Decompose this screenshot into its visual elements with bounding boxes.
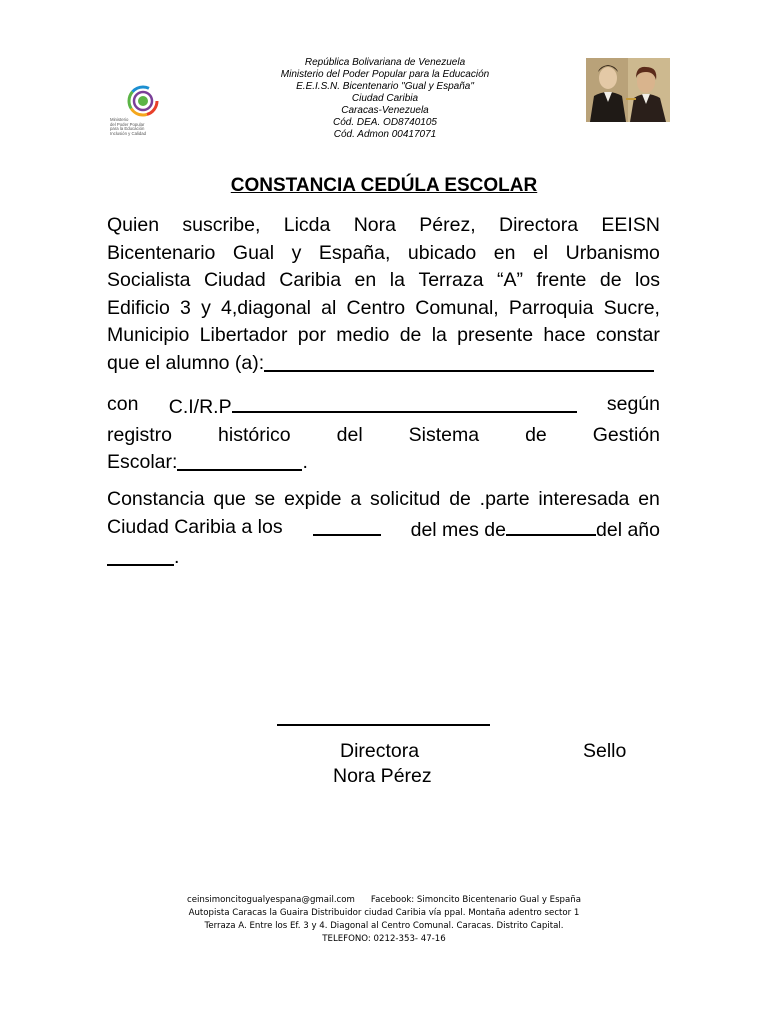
date-prefix: Ciudad Caribia a los xyxy=(107,515,283,538)
seal-label: Sello xyxy=(583,740,627,762)
word: se xyxy=(254,488,276,510)
segun-word: según xyxy=(606,393,660,415)
word: constar xyxy=(595,324,660,346)
ministry-logo-icon xyxy=(124,84,162,118)
word: España, xyxy=(318,241,391,264)
word: Gestión xyxy=(592,423,660,446)
logo-text-line: Ministerio xyxy=(110,117,129,122)
word: Parroquia xyxy=(508,296,594,319)
heroes-portrait-image xyxy=(586,58,670,122)
word: expide xyxy=(284,488,342,510)
word: del xyxy=(336,423,363,446)
logo-text-line: del Poder Popular xyxy=(110,121,145,127)
logo-text-line: para la Educación xyxy=(110,126,145,132)
word: Socialista xyxy=(107,269,191,291)
signature-line xyxy=(277,724,490,726)
word: Nora xyxy=(353,214,396,236)
period: . xyxy=(302,451,308,473)
letterhead-line: Cód. DEA. OD8740105 xyxy=(333,117,437,128)
word: Quien xyxy=(107,214,160,236)
letterhead-line: Ministerio del Poder Popular para la Educación xyxy=(280,69,490,80)
letterhead-line: Cód. Admon 00417071 xyxy=(333,129,437,140)
word: registro xyxy=(107,423,173,446)
word: Bicentenario xyxy=(107,241,216,264)
word: suscribe, xyxy=(182,214,261,236)
word: 3 xyxy=(180,296,191,319)
footer-address-2: Terraza A. Entre los Ef. 3 y 4. Diagonal al Centro Comunal. Caracas. Distrito Capital. xyxy=(204,921,564,931)
word: hace xyxy=(543,324,586,346)
text-line xyxy=(107,240,660,268)
word: Sistema xyxy=(408,423,480,446)
escolar-label: Escolar: xyxy=(107,451,178,473)
student-label: que el alumno (a): xyxy=(107,351,265,374)
paragraph-id xyxy=(107,391,660,477)
month-label: del mes de xyxy=(410,518,506,541)
word: 4,diagonal xyxy=(221,296,311,319)
word: que xyxy=(213,488,246,510)
text-line xyxy=(107,514,660,545)
year-label: del año xyxy=(596,518,660,541)
word: Libertador xyxy=(199,324,288,346)
footer xyxy=(0,894,768,946)
text-line xyxy=(107,449,660,477)
text-line xyxy=(107,322,660,350)
word: frente xyxy=(536,269,587,291)
word: Licda xyxy=(283,214,331,236)
text-line xyxy=(107,267,660,295)
word: de xyxy=(525,423,547,446)
word: “A” xyxy=(496,269,523,291)
paragraph-intro xyxy=(107,212,660,377)
paragraph-issued xyxy=(107,486,660,572)
word: el xyxy=(532,241,549,264)
word: de xyxy=(399,324,422,346)
word: Terraza xyxy=(418,269,484,291)
word: en xyxy=(354,269,377,291)
word: y xyxy=(201,296,211,319)
word: la xyxy=(431,324,447,346)
signer-name: Nora Pérez xyxy=(333,765,432,787)
text-line xyxy=(107,295,660,323)
con-word: con xyxy=(107,393,139,415)
footer-phone: TELEFONO: 0212-353- 47-16 xyxy=(322,934,446,944)
cirp-label: C.I/R.P xyxy=(168,396,232,418)
word: medio xyxy=(336,324,390,346)
letterhead-line: E.E.I.S.N. Bicentenario "Gual y España" xyxy=(296,81,474,92)
word: de xyxy=(449,488,471,510)
text-line xyxy=(107,544,660,572)
word: y xyxy=(291,241,302,264)
word: presente xyxy=(457,324,534,346)
word: Edificio xyxy=(107,296,170,319)
word: Gual xyxy=(232,241,275,264)
word: por xyxy=(297,324,326,346)
year-blank[interactable] xyxy=(107,544,174,566)
word: en xyxy=(493,241,516,264)
footer-facebook[interactable]: Facebook: Simoncito Bicentenario Gual y España xyxy=(370,895,581,905)
period: . xyxy=(174,546,180,568)
letterhead-line: Ciudad Caribia xyxy=(351,93,419,104)
footer-email[interactable]: ceinsimoncitogualyespana@gmail.com xyxy=(187,895,355,905)
letterhead-line: Caracas-Venezuela xyxy=(341,105,429,116)
word: en xyxy=(638,488,660,510)
month-blank[interactable] xyxy=(506,514,596,536)
document-title: CONSTANCIA CEDÚLA ESCOLAR xyxy=(230,175,538,196)
word: Centro xyxy=(346,296,406,319)
month-group xyxy=(411,514,660,545)
text-line xyxy=(107,486,660,514)
word: Constancia xyxy=(107,488,205,510)
day-blank[interactable] xyxy=(313,514,381,536)
word: histórico xyxy=(218,423,291,446)
text-line xyxy=(107,212,660,240)
word: .parte xyxy=(479,488,530,510)
word: EEISN xyxy=(601,214,660,236)
word: de xyxy=(599,269,622,291)
text-line xyxy=(107,422,660,450)
student-name-blank[interactable] xyxy=(264,350,654,372)
cirp-group xyxy=(169,391,577,422)
word: ubicado xyxy=(407,241,477,264)
word: Comunal, xyxy=(415,296,499,319)
word: interesada xyxy=(538,488,630,510)
word: la xyxy=(389,269,405,291)
word: Caribia xyxy=(279,269,342,291)
letterhead-line: República Bolivariana de Venezuela xyxy=(304,57,466,68)
word: a xyxy=(350,488,362,510)
footer-contact-line xyxy=(0,894,768,907)
escolar-blank[interactable] xyxy=(177,449,302,471)
letterhead xyxy=(220,57,550,141)
word: Ciudad xyxy=(203,269,266,291)
word: Municipio xyxy=(107,324,190,346)
word: Pérez, xyxy=(419,214,476,236)
word: al xyxy=(321,296,337,319)
word: los xyxy=(635,269,660,291)
word: Urbanismo xyxy=(565,241,660,264)
signer-role: Directora xyxy=(340,740,420,762)
logo-text-line: Inclusión y Calidad xyxy=(110,130,147,136)
word: Directora xyxy=(498,214,579,236)
word: Sucre, xyxy=(603,296,660,319)
word: solicitud xyxy=(369,488,441,510)
cirp-blank[interactable] xyxy=(232,391,577,413)
footer-address-1: Autopista Caracas la Guaira Distribuidor ciudad Caribia vía ppal. Montaña adentro sector 1 xyxy=(188,908,580,918)
text-line xyxy=(107,391,660,422)
ministry-logo xyxy=(110,82,172,144)
text-line xyxy=(107,350,660,378)
